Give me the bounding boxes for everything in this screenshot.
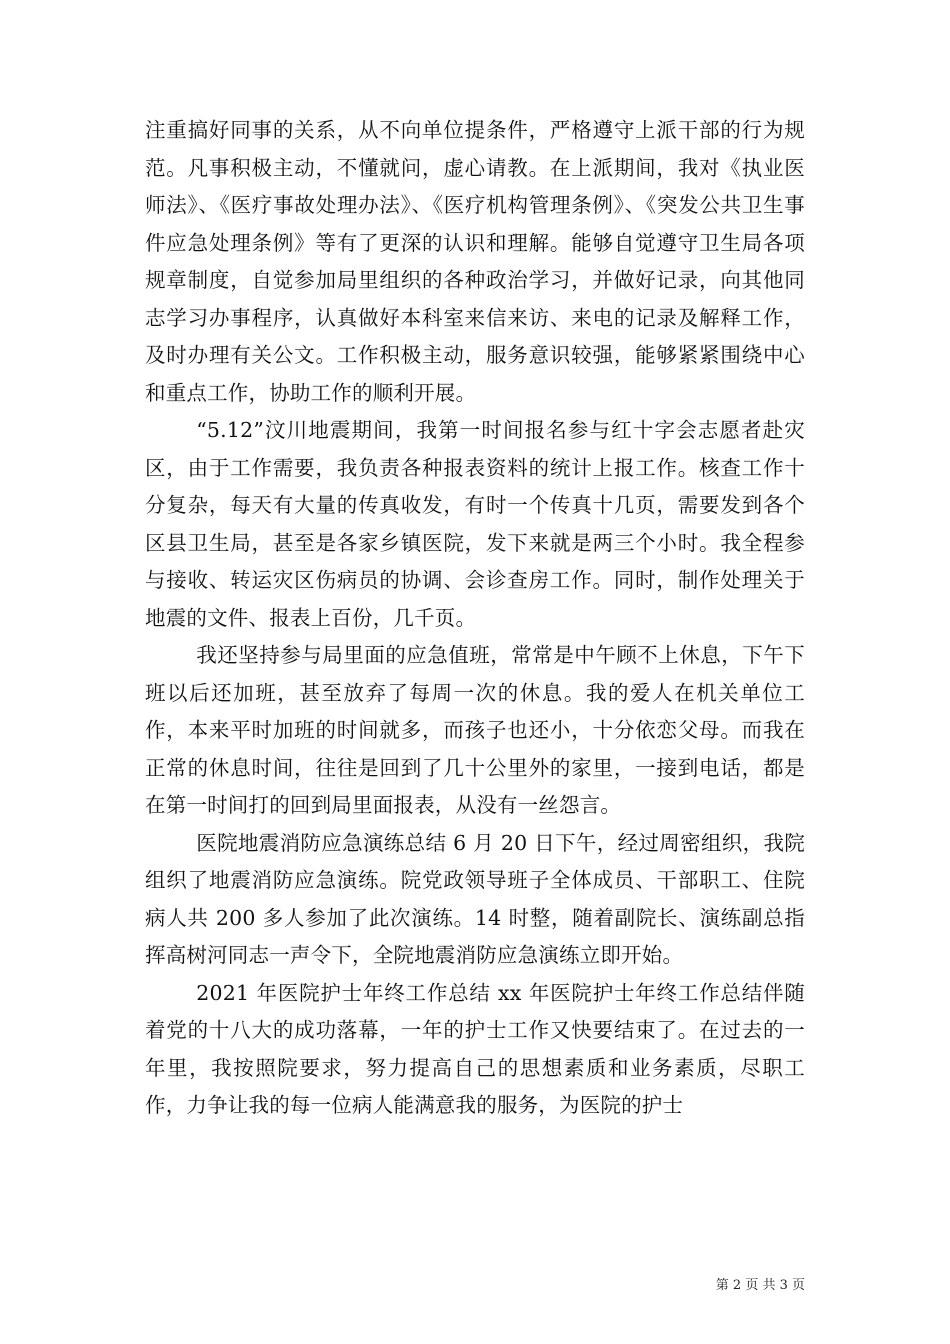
paragraph-earthquake-volunteer: “5.12”汶川地震期间，我第一时间报名参与红十字会志愿者赴灾区，由于工作需要，我负责各种报表资料的统计上报工作。核查工作十分复杂，每天有大量的传真收发，有时一个传真十几页，需要发到各个区县卫生局，甚至是各家乡镇医院，发下来就是两三个小时。我全程参与接收、转运灾区伤病员的协调、会诊查房工作。同时，制作处理关于地震的文件、报表上百份，几千页。 bbox=[145, 418, 805, 630]
document-body bbox=[145, 112, 805, 1125]
paragraph-earthquake-drill: 医院地震消防应急演练总结 6 月 20 日下午，经过周密组织，我院组织了地震消防应急演练。院党政领导班子全体成员、干部职工、住院病人共 200 多人参加了此次演练。14 时整，随着副院长、演练副总指挥高树河同志一声令下，全院地震消防应急演练立即开始。 bbox=[145, 830, 805, 967]
paragraph-nurse-summary: 2021 年医院护士年终工作总结 xx 年医院护士年终工作总结伴随着党的十八大的成功落幕，一年的护士工作又快要结束了。在过去的一年里，我按照院要求，努力提高自己的思想素质和业务素质，尽职工作，力争让我的每一位病人能满意我的服务，为医院的护士 bbox=[145, 980, 805, 1117]
paragraph-emergency-duty: 我还坚持参与局里面的应急值班，常常是中午顾不上休息，下午下班以后还加班，甚至放弃了每周一次的休息。我的爱人在机关单位工作，本来平时加班的时间就多，而孩子也还小，十分依恋父母。而我在正常的休息时间，往往是回到了几十公里外的家里，一接到电话，都是在第一时间打的回到局里面报表，从没有一丝怨言。 bbox=[145, 643, 805, 817]
page-number-footer: 第 2 页 共 3 页 bbox=[715, 1278, 805, 1293]
paragraph-continuation: 注重搞好同事的关系，从不向单位提条件，严格遵守上派干部的行为规范。凡事积极主动，不懂就问，虚心请教。在上派期间，我对《执业医师法》、《医疗事故处理办法》、《医疗机构管理条例》、《突发公共卫生事件应急处理条例》等有了更深的认识和理解。能够自觉遵守卫生局各项规章制度，自觉参加局里组织的各种政治学习，并做好记录，向其他同志学习办事程序，认真做好本科室来信来访、来电的记录及解释工作，及时办理有关公文。工作积极主动，服务意识较强，能够紧紧围绕中心和重点工作，协助工作的顺利开展。 bbox=[145, 118, 805, 405]
